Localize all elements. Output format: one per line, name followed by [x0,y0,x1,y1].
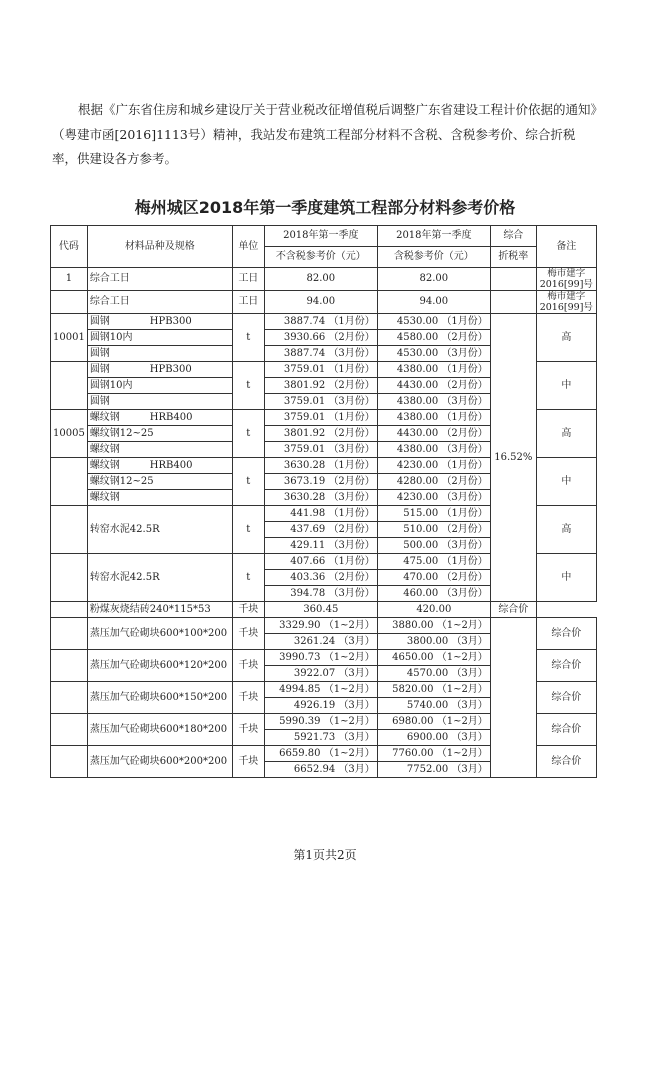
cell-unit: t [232,554,264,602]
cell-in-price: 7752.00 （3月） [377,762,490,778]
cell-name: 螺纹钢12~25 [87,474,232,490]
cell-name: 蒸压加气砼砌块600*180*200 [87,714,232,746]
cell-ex-price: 3759.01 （1月份） [264,410,377,426]
header-in-tax-line2: 含税参考价（元） [377,247,490,268]
cell-ex-price: 3887.74 （1月份） [264,314,377,330]
cell-name: 转窑水泥42.5R [87,554,232,602]
cell-ex-price: 3329.90 （1~2月） [264,618,377,634]
cell-ex-price: 6659.80 （1~2月） [264,746,377,762]
cell-in-price: 4430.00 （2月份） [377,378,490,394]
cell-ex-price: 6652.94 （3月） [264,762,377,778]
cell-unit: 工日 [232,291,264,314]
cell-ex-price: 3759.01 （3月份） [264,442,377,458]
cell-in-price: 4380.00 （1月份） [377,362,490,378]
cell-name: 蒸压加气砼砌块600*100*200 [87,618,232,650]
cell-ex-price: 4926.19 （3月） [264,698,377,714]
cell-name: 圆钢10内 [87,378,232,394]
cell-note: 高 [536,314,596,362]
header-rate-line1: 综合 [490,226,536,247]
cell-ex-price: 407.66 （1月份） [264,554,377,570]
cell-unit: t [232,506,264,554]
cell-name: 综合工日 [87,268,232,291]
cell-note: 综合价 [536,682,596,714]
cell-in-price: 510.00 （2月份） [377,522,490,538]
cell-in-price: 94.00 [377,291,490,314]
cell-code [51,618,88,650]
header-unit: 单位 [232,226,264,268]
table-row [51,291,597,314]
cell-in-price: 3800.00 （3月） [377,634,490,650]
cell-name: 蒸压加气砼砌块600*200*200 [87,746,232,778]
cell-unit: 千块 [232,714,264,746]
cell-code: 10005 [51,410,88,458]
cell-note: 中 [536,554,596,602]
cell-code [51,506,88,554]
cell-ex-price: 3759.01 （1月份） [264,362,377,378]
cell-in-price: 515.00 （1月份） [377,506,490,522]
cell-code [51,291,88,314]
cell-rate-merged: 16.52% [490,314,536,602]
cell-unit: 千块 [232,746,264,778]
cell-note: 综合价 [536,746,596,778]
cell-in-price: 7760.00 （1~2月） [377,746,490,762]
cell-ex-price: 3930.66 （2月份） [264,330,377,346]
header-note: 备注 [536,226,596,268]
cell-unit: t [232,458,264,506]
cell-code [51,602,88,618]
cell-name: 螺纹钢12~25 [87,426,232,442]
table-title: 梅州城区2018年第一季度建筑工程部分材料参考价格 [134,198,516,217]
cell-name: 粉煤灰烧结砖240*115*53 [87,602,232,618]
cell-note: 高 [536,506,596,554]
cell-unit: t [232,314,264,362]
cell-ex-price: 3673.19 （2月份） [264,474,377,490]
cell-in-price: 420.00 [377,602,490,618]
cell-in-price: 500.00 （3月份） [377,538,490,554]
cell-ex-price: 394.78 （3月份） [264,586,377,602]
table-row [51,268,597,291]
cell-ex-price: 441.98 （1月份） [264,506,377,522]
table-row [51,602,597,618]
cell-code [51,554,88,602]
cell-code [51,362,88,410]
cell-ex-price: 3759.01 （3月份） [264,394,377,410]
cell-code: 10001 [51,314,88,362]
cell-unit: t [232,410,264,458]
cell-code: 1 [51,268,88,291]
cell-ex-price: 3630.28 （1月份） [264,458,377,474]
cell-in-price: 4430.00 （2月份） [377,426,490,442]
intro-paragraph: 根据《广东省住房和城乡建设厅关于营业税改征增值税后调整广东省建设工程计价依据的通知》（粤建市函[2016]1113号）精神，我站发布建筑工程部分材料不含税、含税参考价、综合折税率，供建设各方参考。 [52,102,597,166]
cell-code [51,650,88,682]
cell-rate [490,268,536,291]
cell-ex-price: 3887.74 （3月份） [264,346,377,362]
page-number: 第1页共2页 [293,848,357,862]
cell-in-price: 3880.00 （1~2月） [377,618,490,634]
cell-code [51,714,88,746]
cell-in-price: 4650.00 （1~2月） [377,650,490,666]
cell-ex-price: 3990.73 （1~2月） [264,650,377,666]
header-name: 材料品种及规格 [87,226,232,268]
cell-note: 梅市建字2016[99]号 [536,291,596,314]
cell-ex-price: 429.11 （3月份） [264,538,377,554]
header-ex-tax-line1: 2018年第一季度 [264,226,377,247]
cell-name: 蒸压加气砼砌块600*120*200 [87,650,232,682]
cell-in-price: 5740.00 （3月） [377,698,490,714]
price-table [50,225,597,778]
cell-unit: 千块 [232,618,264,650]
cell-in-price: 5820.00 （1~2月） [377,682,490,698]
cell-name: 蒸压加气砼砌块600*150*200 [87,682,232,714]
cell-ex-price: 360.45 [264,602,377,618]
cell-ex-price: 5990.39 （1~2月） [264,714,377,730]
cell-ex-price: 3801.92 （2月份） [264,426,377,442]
header-code: 代码 [51,226,88,268]
header-ex-tax-line2: 不含税参考价（元） [264,247,377,268]
cell-note: 综合价 [536,714,596,746]
cell-in-price: 4530.00 （1月份） [377,314,490,330]
table-row [51,314,597,330]
cell-in-price: 460.00 （3月份） [377,586,490,602]
cell-name: 圆钢 HPB300 [87,314,232,330]
cell-name: 圆钢 [87,346,232,362]
cell-code [51,682,88,714]
cell-rate [490,618,536,778]
cell-name: 转窑水泥42.5R [87,506,232,554]
cell-ex-price: 82.00 [264,268,377,291]
cell-in-price: 475.00 （1月份） [377,554,490,570]
cell-ex-price: 437.69 （2月份） [264,522,377,538]
cell-in-price: 4230.00 （1月份） [377,458,490,474]
cell-code [51,746,88,778]
cell-name: 圆钢10内 [87,330,232,346]
cell-ex-price: 3261.24 （3月） [264,634,377,650]
cell-ex-price: 5921.73 （3月） [264,730,377,746]
cell-unit: t [232,362,264,410]
cell-name: 螺纹钢 [87,490,232,506]
cell-in-price: 6900.00 （3月） [377,730,490,746]
cell-note: 高 [536,410,596,458]
header-row [51,226,597,247]
cell-rate [490,291,536,314]
cell-code [51,458,88,506]
cell-note: 综合价 [536,618,596,650]
cell-in-price: 4230.00 （3月份） [377,490,490,506]
cell-in-price: 82.00 [377,268,490,291]
cell-ex-price: 3922.07 （3月） [264,666,377,682]
cell-in-price: 4380.00 （3月份） [377,394,490,410]
cell-in-price: 4280.00 （2月份） [377,474,490,490]
cell-in-price: 4380.00 （3月份） [377,442,490,458]
cell-name: 螺纹钢 [87,442,232,458]
cell-name: 螺纹钢 HRB400 [87,410,232,426]
cell-name: 圆钢 [87,394,232,410]
cell-in-price: 470.00 （2月份） [377,570,490,586]
header-rate-line2: 折税率 [490,247,536,268]
cell-unit: 工日 [232,268,264,291]
cell-unit: 千块 [232,682,264,714]
cell-ex-price: 3630.28 （3月份） [264,490,377,506]
cell-ex-price: 3801.92 （2月份） [264,378,377,394]
table-row [51,618,597,634]
cell-name: 圆钢 HPB300 [87,362,232,378]
cell-in-price: 4530.00 （3月份） [377,346,490,362]
cell-in-price: 4580.00 （2月份） [377,330,490,346]
cell-name: 综合工日 [87,291,232,314]
cell-note: 综合价 [536,650,596,682]
cell-ex-price: 94.00 [264,291,377,314]
header-in-tax-line1: 2018年第一季度 [377,226,490,247]
cell-name: 螺纹钢 HRB400 [87,458,232,474]
cell-in-price: 6980.00 （1~2月） [377,714,490,730]
cell-ex-price: 4994.85 （1~2月） [264,682,377,698]
cell-note: 中 [536,458,596,506]
cell-in-price: 4570.00 （3月） [377,666,490,682]
cell-note: 中 [536,362,596,410]
cell-unit: 千块 [232,602,264,618]
cell-ex-price: 403.36 （2月份） [264,570,377,586]
cell-in-price: 4380.00 （1月份） [377,410,490,426]
cell-unit: 千块 [232,650,264,682]
cell-note: 综合价 [490,602,536,618]
cell-note: 梅市建字2016[99]号 [536,268,596,291]
